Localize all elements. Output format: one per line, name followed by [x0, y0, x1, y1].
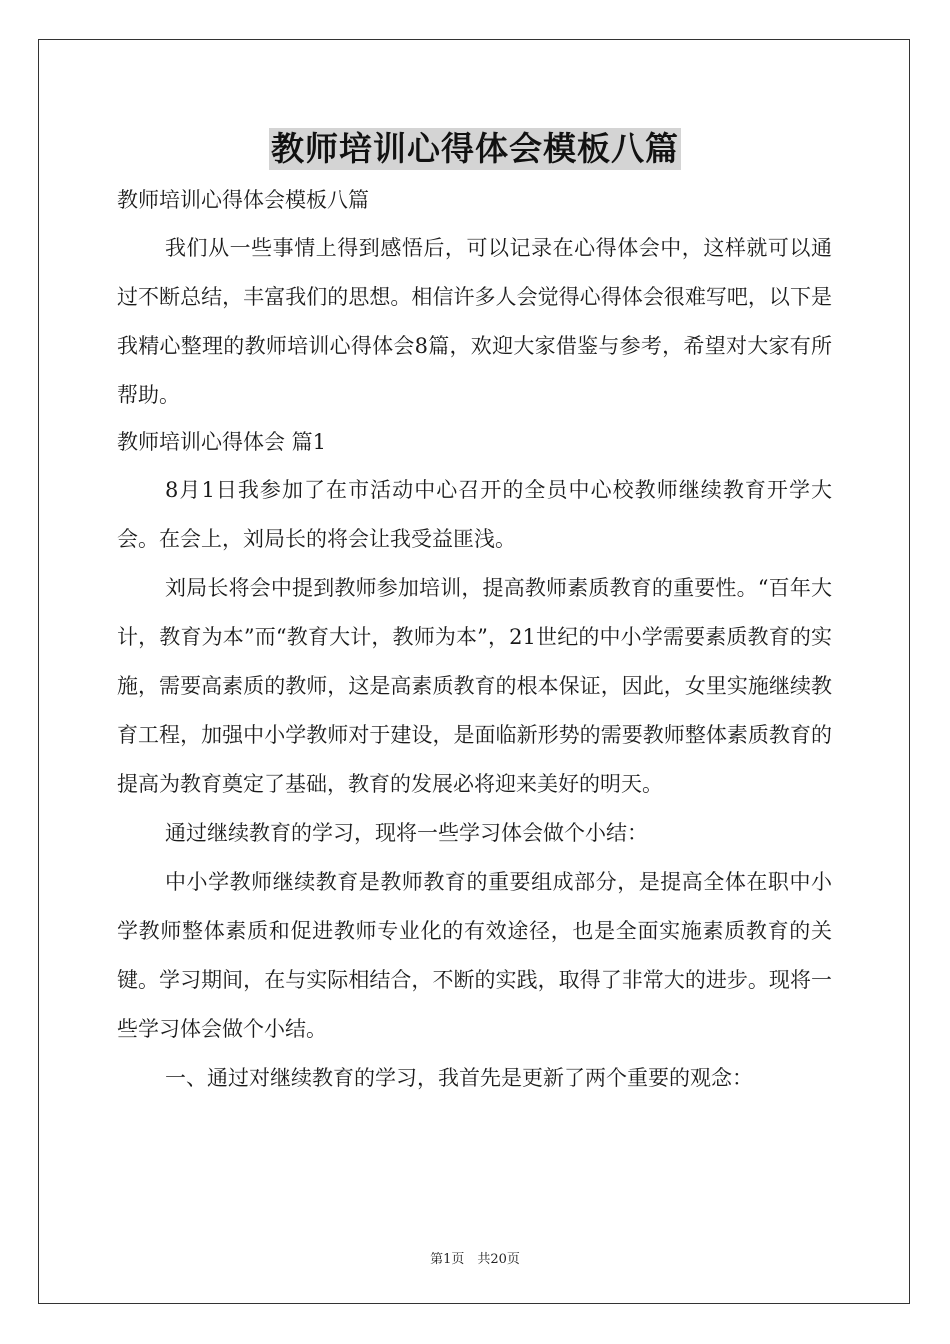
title-container — [0, 128, 950, 170]
page-footer: 第1页 共20页 — [430, 1252, 520, 1267]
body-paragraph: 刘局长将会中提到教师参加培训，提高教师素质教育的重要性。“百年大计，教育为本”而“教育大计，教师为本”，21世纪的中小学需要素质教育的实施，需要高素质的教师，这是高素质教育的根本保证，因此，女里实施继续教育工程，加强中小学教师对于建设，是面临新形势的需要教师整体素质教育的提高为教育奠定了基础，教育的发展必将迎来美好的明天。 — [117, 576, 832, 796]
body-paragraph: 一、通过对继续教育的学习，我首先是更新了两个重要的观念： — [165, 1066, 753, 1090]
document-subtitle: 教师培训心得体会模板八篇 — [117, 188, 369, 212]
document-title: 教师培训心得体会模板八篇 — [271, 129, 679, 168]
intro-paragraph: 我们从一些事情上得到感悟后，可以记录在心得体会中，这样就可以通过不断总结，丰富我们的思想。相信许多人会觉得心得体会很难写吧，以下是我精心整理的教师培训心得体会8篇，欢迎大家借鉴与参考，希望对大家有所帮助。 — [117, 236, 832, 407]
section-heading: 教师培训心得体会 篇1 — [117, 430, 327, 454]
document-body — [117, 180, 832, 1103]
body-paragraph: 通过继续教育的学习，现将一些学习体会做个小结： — [165, 821, 648, 845]
body-paragraph: 8月1日我参加了在市活动中心召开的全员中心校教师继续教育开学大会。在会上，刘局长的将会让我受益匪浅。 — [117, 478, 832, 551]
body-paragraph: 中小学教师继续教育是教师教育的重要组成部分，是提高全体在职中小学教师整体素质和促进教师专业化的有效途径，也是全面实施素质教育的关键。学习期间，在与实际相结合，不断的实践，取得了非常大的进步。现将一些学习体会做个小结。 — [117, 870, 832, 1041]
